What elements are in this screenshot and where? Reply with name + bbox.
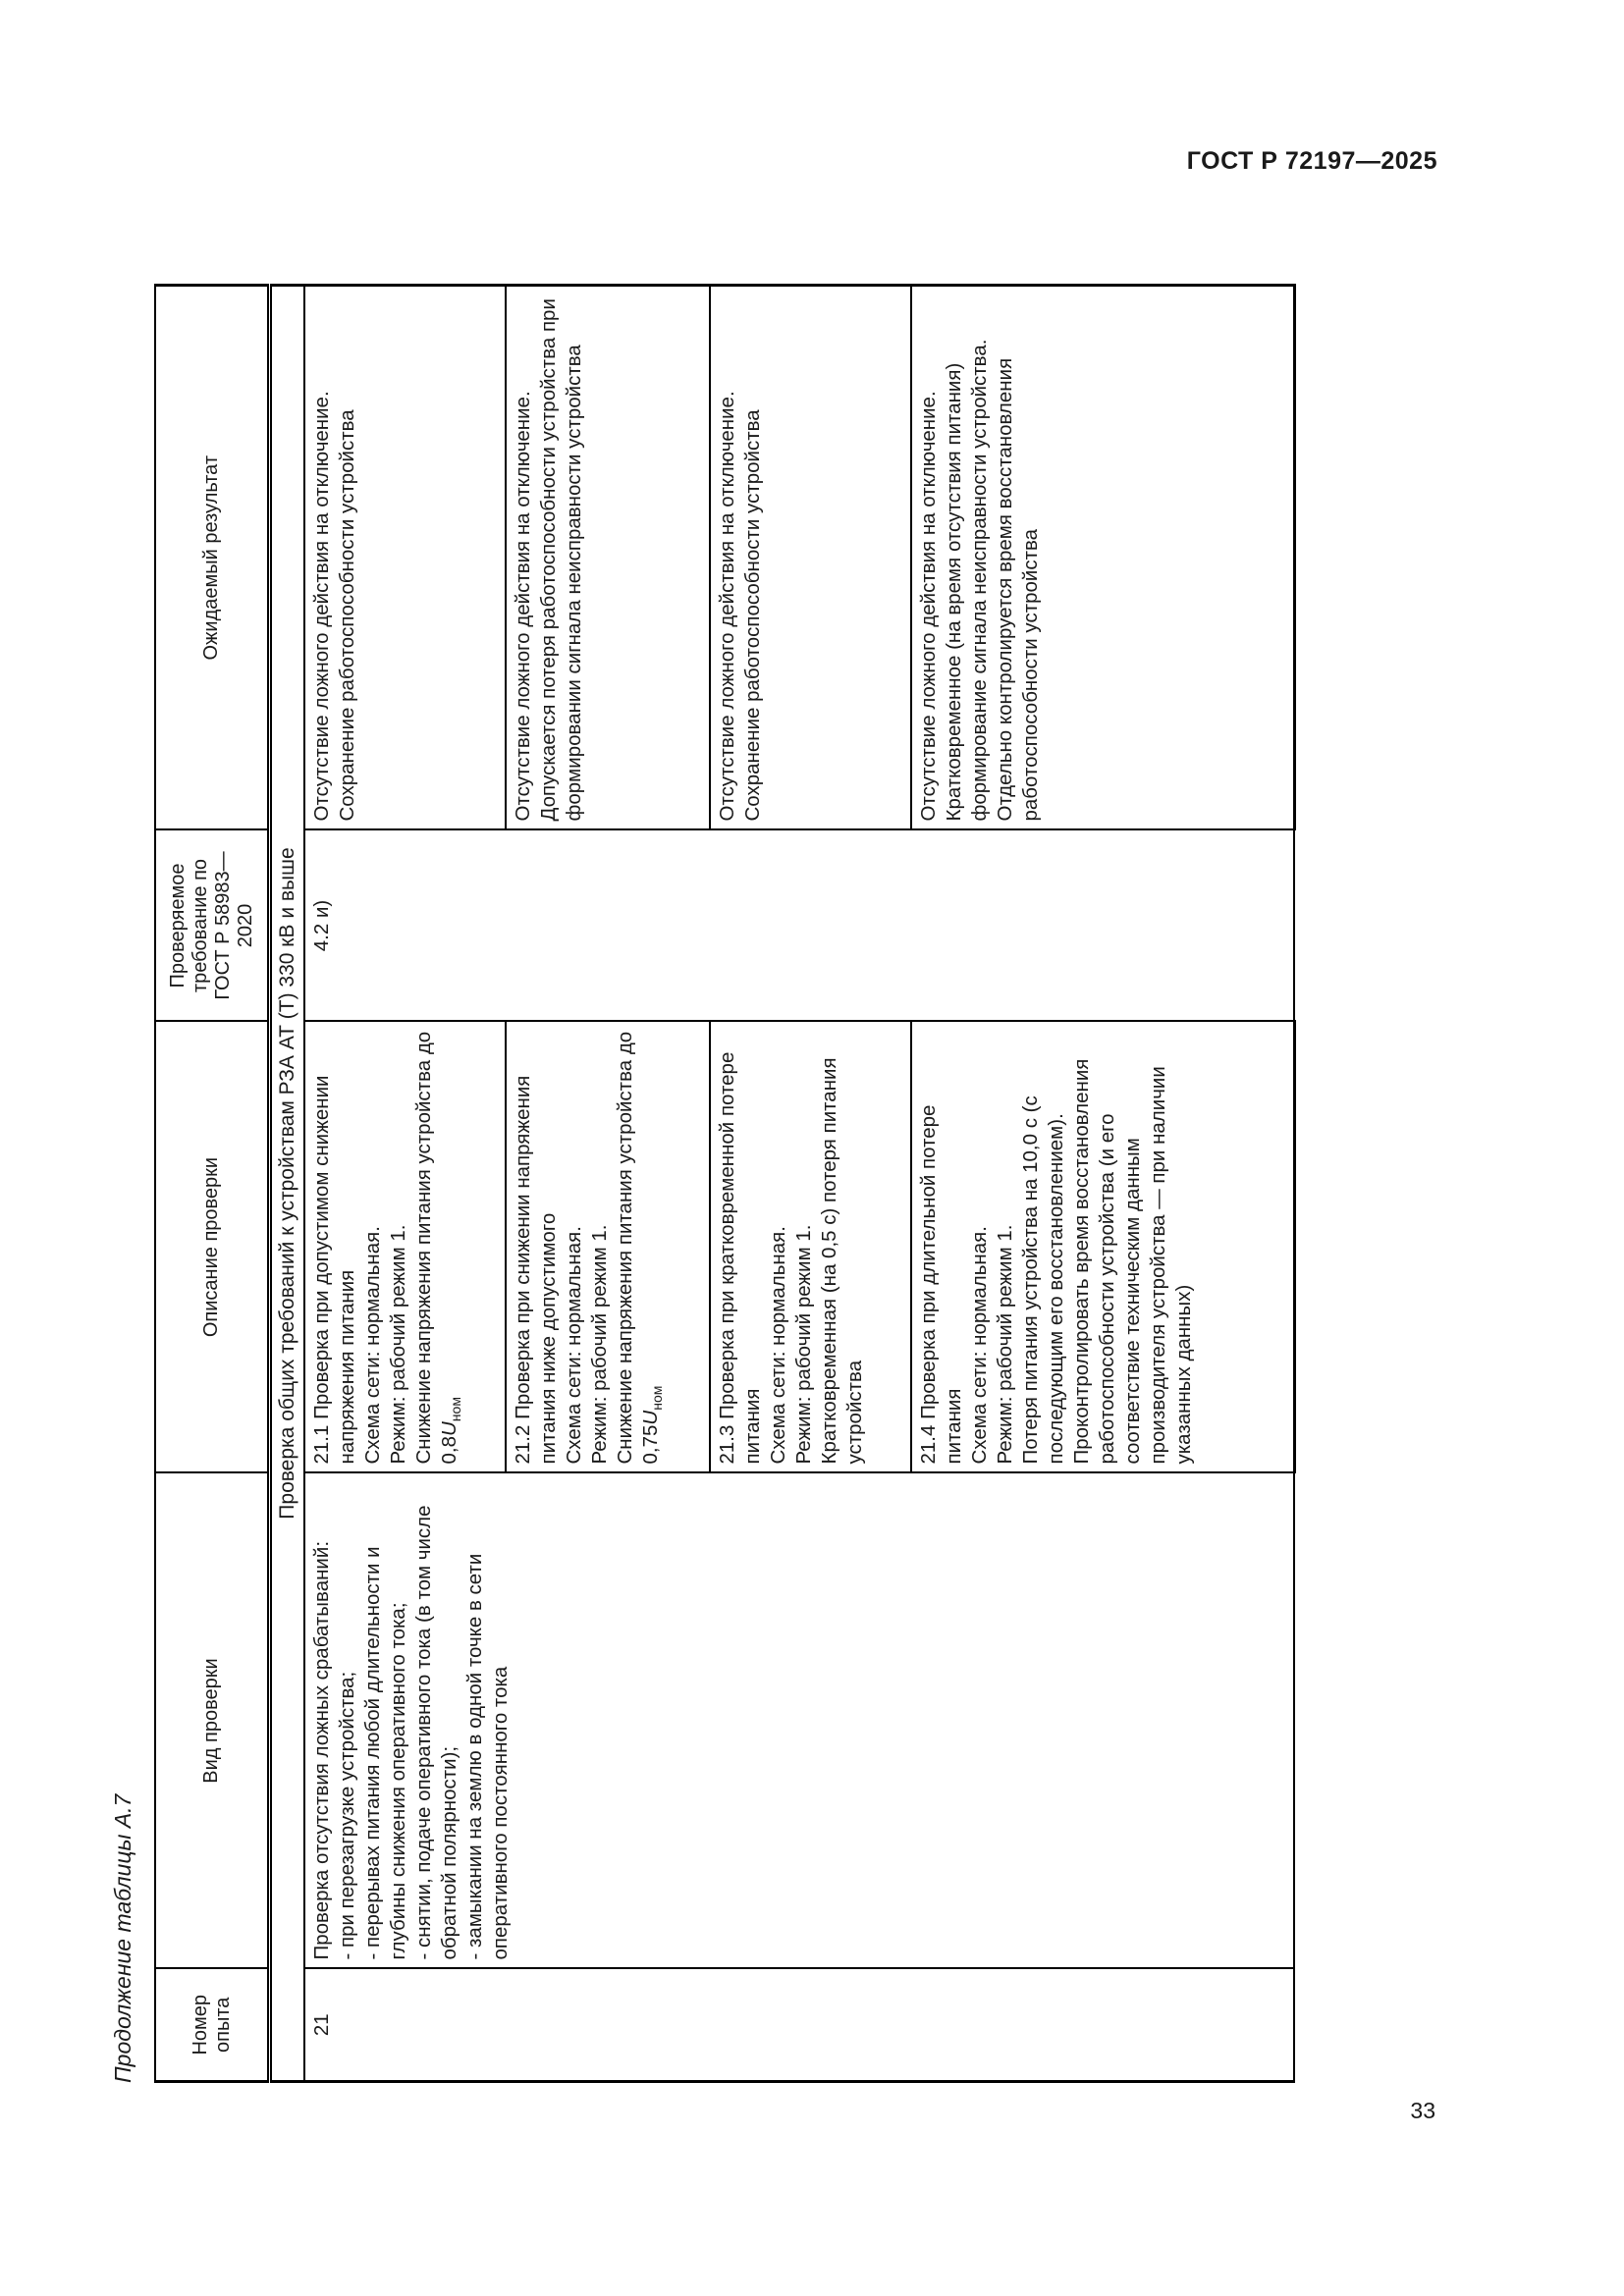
result-line: Допускается потеря работоспособности устройства при формировании сигнала неисправности устройства	[537, 298, 585, 822]
description-title: 21.3 Проверка при кратковременной потере питания	[716, 1051, 764, 1465]
table-header-row	[155, 286, 270, 2082]
check-type-line: - при перезагрузке устройства;	[336, 1671, 358, 1960]
voltage-subscript: ном	[448, 1397, 464, 1422]
description-line: Проконтролировать время восстановления работоспособности устройства (и его соответствие техническим данным производителя устройства — при наличии указанных данных)	[1070, 1058, 1195, 1465]
test-number: 21	[304, 1969, 1294, 2082]
check-type-cell	[304, 1473, 1294, 1969]
description-line	[411, 1031, 468, 1465]
description-line: Схема сети: нормальная.	[767, 1226, 789, 1465]
result-cell	[304, 286, 506, 830]
result-line: Отсутствие ложного действия на отключение.	[512, 391, 534, 822]
voltage-subscript: ном	[649, 1385, 666, 1411]
col-header-check-type: Вид проверки	[155, 1473, 270, 1969]
description-line: Режим: рабочий режим 1.	[994, 1224, 1016, 1465]
requirement-cell: 4.2 и)	[304, 830, 1294, 1022]
standard-code: ГОСТ Р 72197—2025	[1186, 147, 1437, 175]
description-line: Режим: рабочий режим 1.	[792, 1224, 815, 1465]
description-line	[613, 1031, 670, 1465]
page-number: 33	[1410, 2098, 1435, 2123]
voltage-text: Снижение напряжения питания устройства до 0,75	[614, 1031, 662, 1465]
result-line: Отсутствие ложного действия на отключение.	[917, 391, 940, 822]
description-line: Кратковременная (на 0,5 с) потеря питания устройства	[818, 1057, 866, 1465]
description-title: 21.1 Проверка при допустимом снижении напряжения питания	[310, 1075, 358, 1465]
section-row	[270, 286, 305, 2082]
result-line: Сохранение работоспособности устройства	[336, 409, 358, 822]
description-line: Схема сети: нормальная.	[968, 1226, 991, 1465]
voltage-text: Снижение напряжения питания устройства до 0,8	[412, 1031, 460, 1465]
description-title: 21.4 Проверка при длительной потере питания	[917, 1104, 965, 1465]
description-line: Схема сети: нормальная.	[361, 1226, 384, 1465]
description-line: Режим: рабочий режим 1.	[387, 1224, 409, 1465]
result-cell	[710, 286, 911, 830]
col-header-description: Описание проверки	[155, 1022, 270, 1473]
description-title: 21.2 Проверка при снижении напряжения питания ниже допустимого	[512, 1075, 560, 1465]
col-header-result: Ожидаемый результат	[155, 286, 270, 830]
col-header-number: Номер опыта	[155, 1969, 270, 2082]
description-line: Потеря питания устройства на 10,0 с (с последующим его восстановлением).	[1019, 1095, 1067, 1465]
table-row	[304, 286, 506, 2082]
description-cell	[710, 1022, 911, 1473]
voltage-symbol: U	[639, 1410, 662, 1425]
description-line: Режим: рабочий режим 1.	[588, 1224, 611, 1465]
section-title: Проверка общих требований к устройствам РЗА АТ (Т) 330 кВ и выше	[270, 286, 305, 2082]
result-line: Отдельно контролируется время восстановления работоспособности устройства	[994, 357, 1042, 822]
description-cell	[506, 1022, 710, 1473]
test-table	[154, 284, 1296, 2083]
result-cell	[506, 286, 710, 830]
check-type-line: - замыкании на землю в одной точке в сети оперативного постоянного тока	[463, 1553, 512, 1960]
voltage-symbol: U	[438, 1421, 460, 1436]
result-line: Отсутствие ложного действия на отключение.	[716, 391, 738, 822]
description-cell	[911, 1022, 1294, 1473]
result-line: Сохранение работоспособности устройства	[741, 409, 764, 822]
result-line: Кратковременное (на время отсутствия питания) формирование сигнала неисправности устройства.	[943, 339, 991, 822]
check-type-line: - снятии, подаче оперативного тока (в том числе обратной полярности);	[412, 1505, 460, 1960]
description-cell	[304, 1022, 506, 1473]
table-caption: Продолжение таблицы А.7	[110, 1793, 135, 2083]
check-type-line: Проверка отсутствия ложных срабатываний:	[310, 1540, 333, 1960]
col-header-requirement: Проверяемое требование по ГОСТ Р 58983—2020	[155, 830, 270, 1022]
description-line: Схема сети: нормальная.	[563, 1226, 585, 1465]
check-type-line: - перерывах питания любой длительности и глубины снижения оперативного тока;	[361, 1546, 409, 1960]
rotated-table-block	[110, 287, 1269, 2083]
result-cell	[911, 286, 1294, 830]
result-line: Отсутствие ложного действия на отключение.	[310, 391, 333, 822]
